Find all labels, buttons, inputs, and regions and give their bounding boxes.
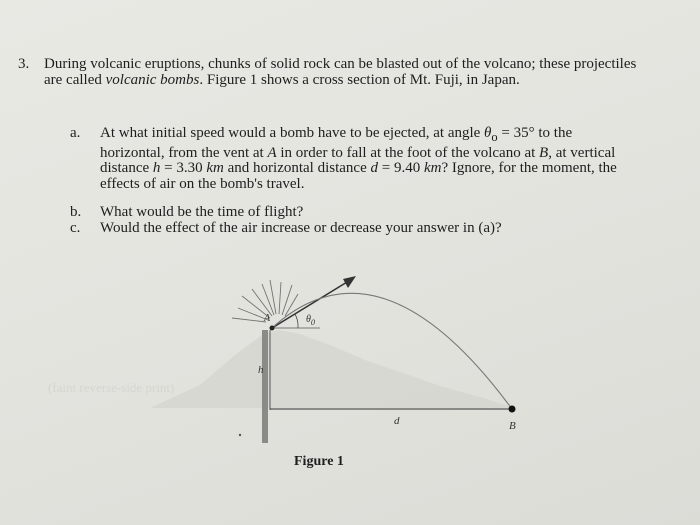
figure-caption: Figure 1 (294, 454, 344, 469)
part-b-text: What would be the time of flight? (100, 204, 304, 220)
figure-label-theta-symbol: θ (306, 314, 311, 325)
base-dot (239, 434, 241, 436)
part-a-unit-h: km (206, 160, 224, 176)
question-intro-term: volcanic bombs (105, 72, 200, 88)
part-a-text-1: At what initial speed would a bomb have to be ejected, at angle (100, 125, 485, 141)
part-a-text-2: = 35° to the horizontal, from the vent at (100, 125, 573, 161)
part-a-text-8: ? Ignore, for the moment, the effects of air on the bomb's travel. (100, 160, 617, 192)
figure-label-a: A (264, 313, 271, 324)
figure-label-theta (306, 314, 315, 327)
part-a-text-7: = 9.40 (378, 160, 424, 176)
part-c-text: Would the effect of the air increase or decrease your answer in (a)? (100, 220, 502, 236)
question-intro-text-1: During volcanic eruptions, chunks of solid rock can be blasted out of the volcano; these projectiles are called (44, 56, 637, 88)
question-number: 3. (18, 56, 30, 72)
mountain-silhouette (150, 330, 515, 408)
part-a-angle-subscript: o (491, 130, 498, 144)
point-b-marker (509, 406, 516, 413)
show-through-text: (faint reverse-side print) (48, 380, 175, 395)
part-a-text-5: = 3.30 (160, 160, 207, 176)
part-a-angle-symbol: θ (484, 125, 492, 141)
part-a-var-h: h (152, 160, 161, 176)
angle-arc (295, 314, 298, 328)
part-a-point-b: B (539, 144, 549, 161)
part-a-point-a: A (267, 144, 277, 161)
point-a-marker (270, 326, 275, 331)
figure-label-b: B (509, 420, 516, 432)
figure-label-d: d (394, 415, 400, 427)
part-a-letter: a. (70, 125, 81, 141)
part-b-letter: b. (70, 204, 82, 220)
part-a-text-4: , at vertical distance (100, 144, 616, 176)
part-a-text-6: and horizontal distance (223, 160, 371, 176)
height-bar (262, 330, 268, 443)
part-a-unit-d: km (423, 160, 442, 176)
part-c-letter: c. (70, 220, 81, 236)
part-a-text-3: in order to fall at the foot of the volcano at (276, 144, 540, 161)
figure-label-h: h (258, 364, 264, 376)
launch-arrowhead (343, 276, 356, 288)
figure-label-theta-subscript: 0 (310, 318, 316, 327)
part-a-var-d: d (370, 160, 378, 176)
question-intro-text-2: . Figure 1 shows a cross section of Mt. Fuji, in Japan. (199, 72, 520, 88)
